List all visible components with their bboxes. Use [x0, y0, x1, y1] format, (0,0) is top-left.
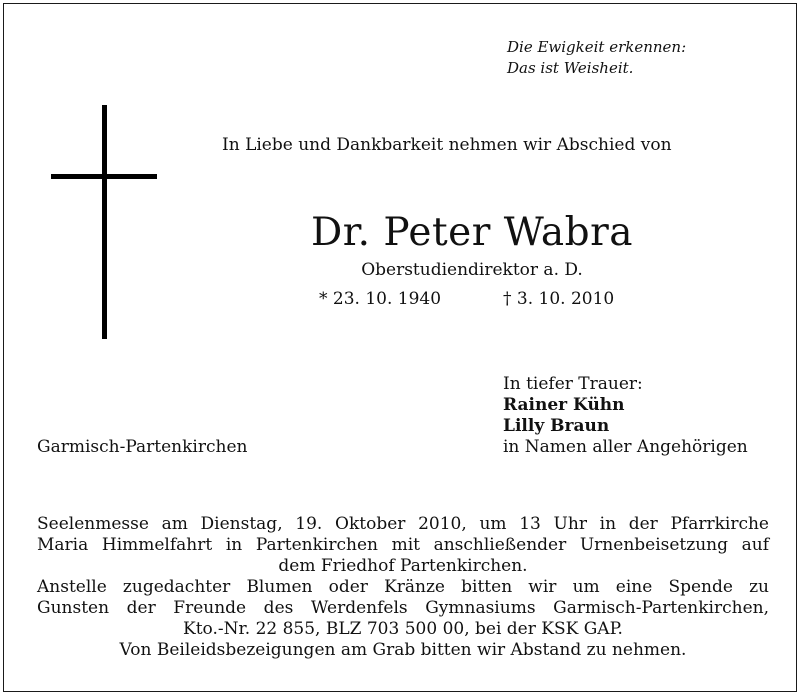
mourners-block	[503, 374, 748, 458]
mourners-heading: In tiefer Trauer:	[503, 374, 643, 394]
epigraph-quote	[507, 37, 686, 79]
details-line: Anstelle zugedachter Blumen oder Kränze bitten wir um eine Spende zu	[37, 577, 769, 597]
intro-text: In Liebe und Dankbarkeit nehmen wir Abschied von	[222, 135, 672, 155]
mourner-name: Lilly Braun	[503, 416, 610, 436]
quote-line: Die Ewigkeit erkennen:	[507, 38, 687, 56]
quote-line: Das ist Weisheit.	[507, 59, 634, 77]
deceased-title: Oberstudiendirektor a. D.	[361, 260, 583, 280]
details-line: Gunsten der Freunde des Werdenfels Gymnasiums Garmisch-Partenkirchen,	[37, 598, 769, 618]
service-details	[37, 514, 769, 661]
details-line: Maria Himmelfahrt in Partenkirchen mit anschließender Urnenbeisetzung auf	[37, 535, 769, 555]
place-name: Garmisch-Partenkirchen	[37, 437, 248, 457]
cross-horizontal-bar	[51, 174, 157, 179]
mourner-name: Rainer Kühn	[503, 395, 625, 415]
death-date: † 3. 10. 2010	[503, 289, 615, 309]
details-line: Von Beileidsbezeigungen am Grab bitten wir Abstand zu nehmen.	[119, 640, 687, 660]
details-line: dem Friedhof Partenkirchen.	[278, 556, 528, 576]
mourners-closing: in Namen aller Angehörigen	[503, 437, 748, 457]
obituary-notice	[3, 3, 797, 692]
birth-date: * 23. 10. 1940	[319, 289, 442, 309]
details-line: Seelenmesse am Dienstag, 19. Oktober 2010, um 13 Uhr in der Pfarrkirche	[37, 514, 769, 534]
details-line: Kto.-Nr. 22 855, BLZ 703 500 00, bei der KSK GAP.	[183, 619, 623, 639]
deceased-name: Dr. Peter Wabra	[310, 210, 634, 255]
